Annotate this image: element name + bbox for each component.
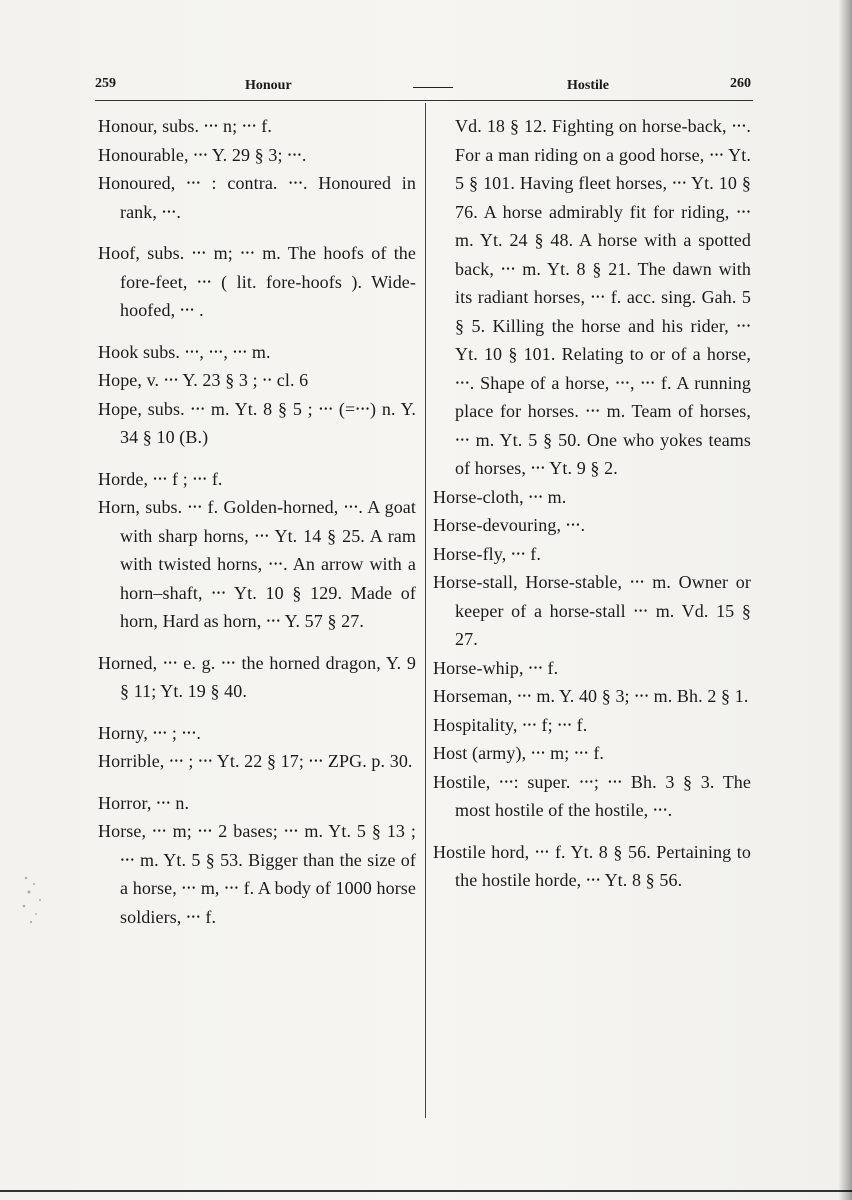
- dictionary-entry: Host (army), ⸱⸱⸱ m; ⸱⸱⸱ f.: [433, 743, 605, 763]
- dictionary-entry: Horde, ⸱⸱⸱ f ; ⸱⸱⸱ f.: [98, 468, 223, 489]
- binding-shadow: [838, 0, 852, 1200]
- dictionary-entry: Horny, ⸱⸱⸱ ; ⸱⸱⸱.: [98, 722, 201, 743]
- entry-gap: [98, 226, 416, 239]
- dictionary-entry: Horse-cloth, ⸱⸱⸱ m.: [433, 486, 567, 507]
- dictionary-entry: Horse-stall, Horse-stable, ⸱⸱⸱ m. Owner or keeper of a horse-stall ⸱⸱⸱ m. Vd. 15 § 27.: [433, 572, 751, 649]
- dictionary-entry: Hook subs. ⸱⸱⸱, ⸱⸱⸱, ⸱⸱⸱ m.: [98, 341, 271, 362]
- entry-gap: [98, 636, 416, 649]
- page-number-left: 259: [95, 76, 116, 91]
- page-bottom-edge: [0, 1190, 852, 1192]
- dictionary-entry: Hope, subs. ⸱⸱⸱ m. Yt. 8 § 5 ; ⸱⸱⸱ (=⸱⸱⸱) n. Y. 34 § 10 (B.): [98, 398, 416, 447]
- dictionary-entry: Honourable, ⸱⸱⸱ Y. 29 § 3; ⸱⸱⸱.: [98, 144, 307, 165]
- entry-gap: [98, 706, 416, 719]
- entry-gap: [98, 452, 416, 465]
- dictionary-entry: Hostile hord, ⸱⸱⸱ f. Yt. 8 § 56. Pertaining to the hostile horde, ⸱⸱⸱ Yt. 8 § 56.: [433, 841, 751, 890]
- dictionary-entry: Horned, ⸱⸱⸱ e. g. ⸱⸱⸱ the horned dragon, Y. 9 § 11; Yt. 19 § 40.: [98, 652, 416, 701]
- dictionary-entry: Horse, ⸱⸱⸱ m; ⸱⸱⸱ 2 bases; ⸱⸱⸱ m. Yt. 5 § 13 ; ⸱⸱⸱ m. Yt. 5 § 53. Bigger than the size of a horse, ⸱⸱⸱ m, ⸱⸱⸱ f. A body of 1000 horse soldiers, ⸱⸱⸱ f.: [98, 821, 416, 927]
- dictionary-entry: Honour, subs. ⸱⸱⸱ n; ⸱⸱⸱ f.: [98, 116, 272, 136]
- dictionary-entry: Hospitality, ⸱⸱⸱ f; ⸱⸱⸱ f.: [433, 714, 588, 735]
- running-header: [95, 76, 755, 98]
- dictionary-entry: Horseman, ⸱⸱⸱ m. Y. 40 § 3; ⸱⸱⸱ m. Bh. 2 § 1.: [433, 686, 749, 706]
- page-number-right: 260: [730, 76, 751, 91]
- dictionary-entry: Horse-fly, ⸱⸱⸱ f.: [433, 543, 541, 564]
- right-column: [433, 112, 751, 895]
- dictionary-entry: Horror, ⸱⸱⸱ n.: [98, 792, 190, 813]
- dictionary-entry: Horse-devouring, ⸱⸱⸱.: [433, 515, 586, 535]
- dictionary-entry: Horn, subs. ⸱⸱⸱ f. Golden-horned, ⸱⸱⸱. A goat with sharp horns, ⸱⸱⸱ Yt. 14 § 25. A ram with twisted horns, ⸱⸱⸱. An arrow with a horn–shaft, ⸱⸱⸱ Yt. 10 § 129. Made of horn, Hard as horn, ⸱⸱⸱ Y. 57 § 27.: [98, 497, 416, 631]
- dictionary-entry: Hope, v. ⸱⸱⸱ Y. 23 § 3 ; ⸱⸱ cl. 6: [98, 370, 309, 390]
- dictionary-entry: Honoured, ⸱⸱⸱ : contra. ⸱⸱⸱. Honoured in rank, ⸱⸱⸱.: [98, 173, 416, 222]
- dictionary-entry: Hoof, subs. ⸱⸱⸱ m; ⸱⸱⸱ m. The hoofs of the fore-feet, ⸱⸱⸱ ( lit. fore-hoofs ). Wide-hoofed, ⸱⸱⸱ .: [98, 243, 416, 320]
- ink-speckles: [20, 870, 50, 930]
- header-rule: [95, 100, 753, 101]
- column-divider: [425, 103, 426, 1118]
- left-column: [98, 112, 416, 931]
- entry-gap: [98, 776, 416, 789]
- dictionary-entry: Horse-whip, ⸱⸱⸱ f.: [433, 657, 559, 678]
- dictionary-entry: Vd. 18 § 12. Fighting on horse-back, ⸱⸱⸱. For a man riding on a good horse, ⸱⸱⸱ Yt. 5 § 101. Having fleet horses, ⸱⸱⸱ Yt. 10 § 76. A horse admirably fit for riding, ⸱⸱⸱ m. Yt. 24 § 48. A horse with a spotted back, ⸱⸱⸱ m. Yt. 8 § 21. The dawn with its radiant horses, ⸱⸱⸱ f. acc. sing. Gah. 5 § 5. Killing the horse and his rider, ⸱⸱⸱ Yt. 10 § 101. Relating to or of a horse, ⸱⸱⸱. Shape of a horse, ⸱⸱⸱, ⸱⸱⸱ f. A running place for horses. ⸱⸱⸱ m. Team of horses, ⸱⸱⸱ m. Yt. 5 § 50. One who yokes teams of horses, ⸱⸱⸱ Yt. 9 § 2.: [455, 116, 751, 478]
- header-title-right: Hostile: [567, 78, 609, 93]
- entry-gap: [433, 825, 751, 838]
- dictionary-entry: Horrible, ⸱⸱⸱ ; ⸱⸱⸱ Yt. 22 § 17; ⸱⸱⸱ ZPG. p. 30.: [98, 751, 413, 771]
- header-dash: [413, 87, 453, 88]
- dictionary-entry: Hostile, ⸱⸱⸱: super. ⸱⸱⸱; ⸱⸱⸱ Bh. 3 § 3. The most hostile of the hostile, ⸱⸱⸱.: [433, 771, 751, 820]
- header-title-left: Honour: [245, 78, 292, 93]
- entry-gap: [98, 325, 416, 338]
